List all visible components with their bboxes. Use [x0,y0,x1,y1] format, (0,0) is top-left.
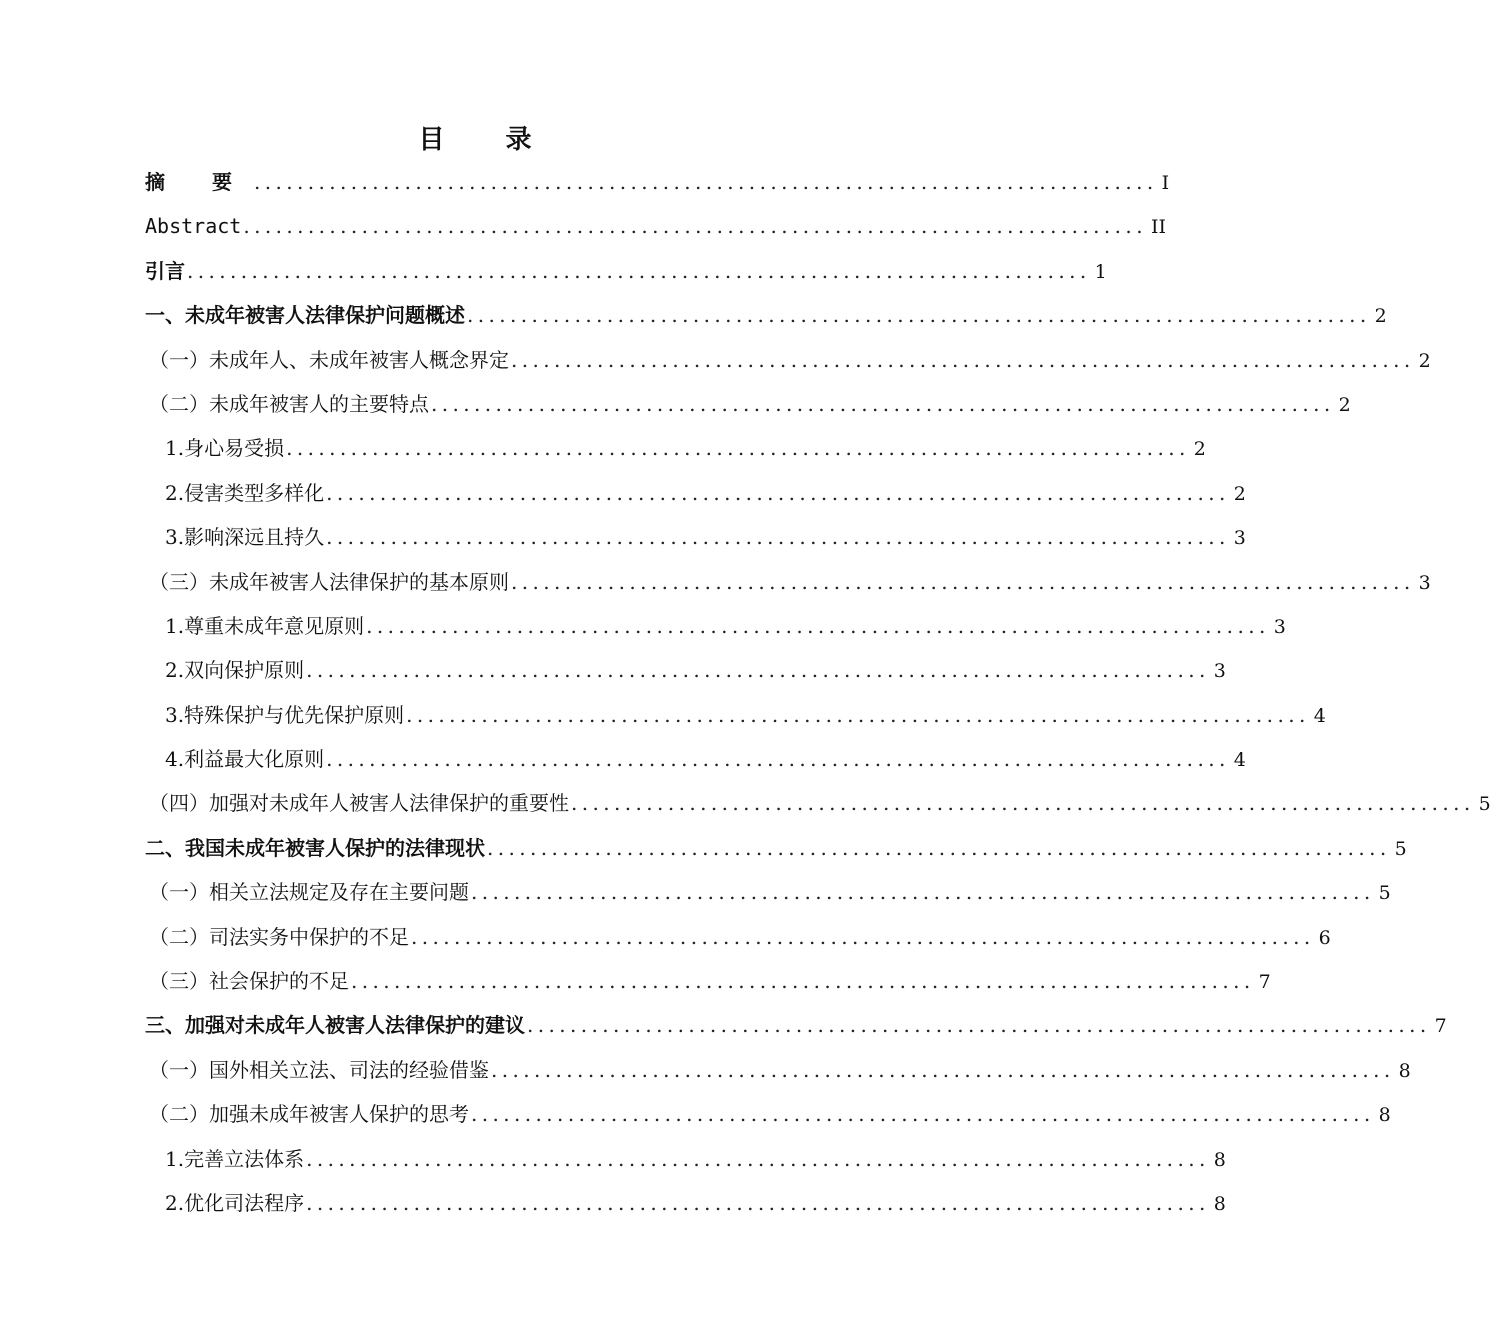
toc-entry-subsection[interactable] [145,515,1246,559]
toc-entry-label: Abstract [145,214,242,239]
toc-page-number: 3 [1233,527,1246,550]
toc-page-number: 5 [1378,882,1391,905]
toc-entry-subsection[interactable] [145,1137,1226,1181]
toc-page-number: 6 [1318,926,1331,949]
toc-leader-dots: .................................................................................... [306,1146,1210,1171]
toc-entry-label: （二）司法实务中保护的不足 [149,924,409,949]
toc-entry-label: 摘 要 [145,170,252,194]
toc-leader-dots: .................................................................................... [491,1057,1395,1082]
toc-entry-label: 3.影响深远且持久 [165,525,325,550]
toc-leader-dots: .................................................................................... [326,480,1230,505]
toc-page-number: 8 [1213,1148,1226,1171]
toc-leader-dots: .................................................................................... [487,835,1391,860]
toc-page-number: 3 [1418,571,1431,594]
toc-entry-subsection[interactable] [145,1181,1226,1225]
toc-entry-section[interactable] [145,870,1391,914]
toc-page-number: 2 [1233,482,1246,505]
toc-page-number: I [1161,172,1170,194]
toc-page-number: 2 [1338,393,1351,416]
toc-page-number: II [1150,216,1166,239]
toc-entry-section[interactable] [145,915,1331,959]
toc-entry-label: （二）加强未成年被害人保护的思考 [149,1102,469,1127]
toc-leader-dots: .................................................................................... [306,1190,1210,1215]
toc-entry-subsection[interactable] [145,693,1326,737]
toc-entry-subsection[interactable] [145,648,1226,692]
toc-entry-label: （三）未成年被害人法律保护的基本原则 [149,569,509,594]
toc-entry-label: （四）加强对未成年人被害人法律保护的重要性 [149,791,569,816]
toc-entry-label: （二）未成年被害人的主要特点 [149,391,429,416]
toc-entry-subsection[interactable] [145,471,1246,515]
toc-leader-dots: .................................................................................... [243,214,1147,239]
toc-page-number: 8 [1398,1059,1411,1082]
toc-leader-dots: .................................................................................... [326,525,1230,550]
toc-page-number: 5 [1394,837,1407,860]
toc-entry-label: 1.身心易受损 [165,436,285,461]
toc-entry-section[interactable] [145,781,1491,825]
toc-entry-label: （一）国外相关立法、司法的经验借鉴 [149,1057,489,1082]
toc-entry-subsection[interactable] [145,426,1206,470]
toc-leader-dots: .................................................................................... [471,1102,1375,1127]
toc-entry-label: （一）相关立法规定及存在主要问题 [149,880,469,905]
toc-leader-dots: .................................................................................... [511,347,1415,372]
toc-entry-label: 三、加强对未成年人被害人法律保护的建议 [145,1013,525,1038]
toc-entry-label: 二、我国未成年被害人保护的法律现状 [145,835,485,860]
toc-leader-dots: .................................................................................... [366,613,1270,638]
toc-page-number: 7 [1434,1015,1447,1038]
toc-entry-label: 1.尊重未成年意见原则 [165,613,365,638]
toc-entry-introduction[interactable] [145,249,1107,293]
toc-leader-dots: .................................................................................... [571,791,1475,816]
toc-entry-chapter-2[interactable] [145,826,1407,870]
toc-entry-section[interactable] [145,959,1271,1003]
toc-page-number: 2 [1193,438,1206,461]
toc-entry-label: 一、未成年被害人法律保护问题概述 [145,303,465,328]
toc-entry-abstract-cn[interactable] [145,160,1170,204]
toc-leader-dots: .................................................................................... [411,924,1315,949]
toc-entry-subsection[interactable] [145,737,1246,781]
toc-page-number: 5 [1478,793,1491,816]
toc-entry-label: 2.优化司法程序 [165,1190,305,1215]
toc-entry-label: 3.特殊保护与优先保护原则 [165,702,405,727]
toc-page-number: 2 [1418,349,1431,372]
toc-page-number: 4 [1313,704,1326,727]
toc-page-number: 2 [1374,305,1387,328]
toc-leader-dots: .................................................................................... [253,170,1158,194]
toc-leader-dots: .................................................................................... [511,569,1415,594]
toc-leader-dots: .................................................................................... [326,747,1230,772]
toc-page-number: 8 [1378,1104,1391,1127]
toc-entry-section[interactable] [145,1048,1411,1092]
toc-entry-chapter-3[interactable] [145,1003,1447,1047]
toc-page-number: 4 [1233,749,1246,772]
toc-entry-chapter-1[interactable] [145,293,1387,337]
toc-leader-dots: .................................................................................... [471,880,1375,905]
toc-entry-label: 1.完善立法体系 [165,1146,305,1171]
toc-entry-section[interactable] [145,560,1431,604]
toc-entry-section[interactable] [145,338,1431,382]
toc-leader-dots: .................................................................................... [431,391,1335,416]
toc-leader-dots: .................................................................................... [406,702,1310,727]
toc-entry-label: 引言 [145,258,185,283]
toc-entry-label: 2.双向保护原则 [165,658,305,683]
toc-entry-label: 4.利益最大化原则 [165,747,325,772]
toc-list [145,160,1491,1225]
toc-entry-label: （三）社会保护的不足 [149,969,349,994]
toc-entry-section[interactable] [145,1092,1391,1136]
toc-page-number: 8 [1213,1192,1226,1215]
toc-entry-abstract-en[interactable] [145,204,1166,248]
toc-page-number: 3 [1213,660,1226,683]
toc-title: 目 录 [418,125,558,155]
toc-leader-dots: .................................................................................... [351,969,1255,994]
toc-page-number: 1 [1094,260,1107,283]
toc-entry-label: 2.侵害类型多样化 [165,480,325,505]
toc-page-number: 3 [1273,615,1286,638]
toc-leader-dots: .................................................................................... [467,303,1371,328]
toc-page-number: 7 [1258,971,1271,994]
toc-entry-label: （一）未成年人、未成年被害人概念界定 [149,347,509,372]
toc-leader-dots: .................................................................................... [306,658,1210,683]
toc-entry-subsection[interactable] [145,604,1286,648]
toc-leader-dots: .................................................................................... [187,258,1091,283]
toc-leader-dots: .................................................................................... [527,1013,1431,1038]
toc-entry-section[interactable] [145,382,1351,426]
toc-leader-dots: .................................................................................... [286,436,1190,461]
